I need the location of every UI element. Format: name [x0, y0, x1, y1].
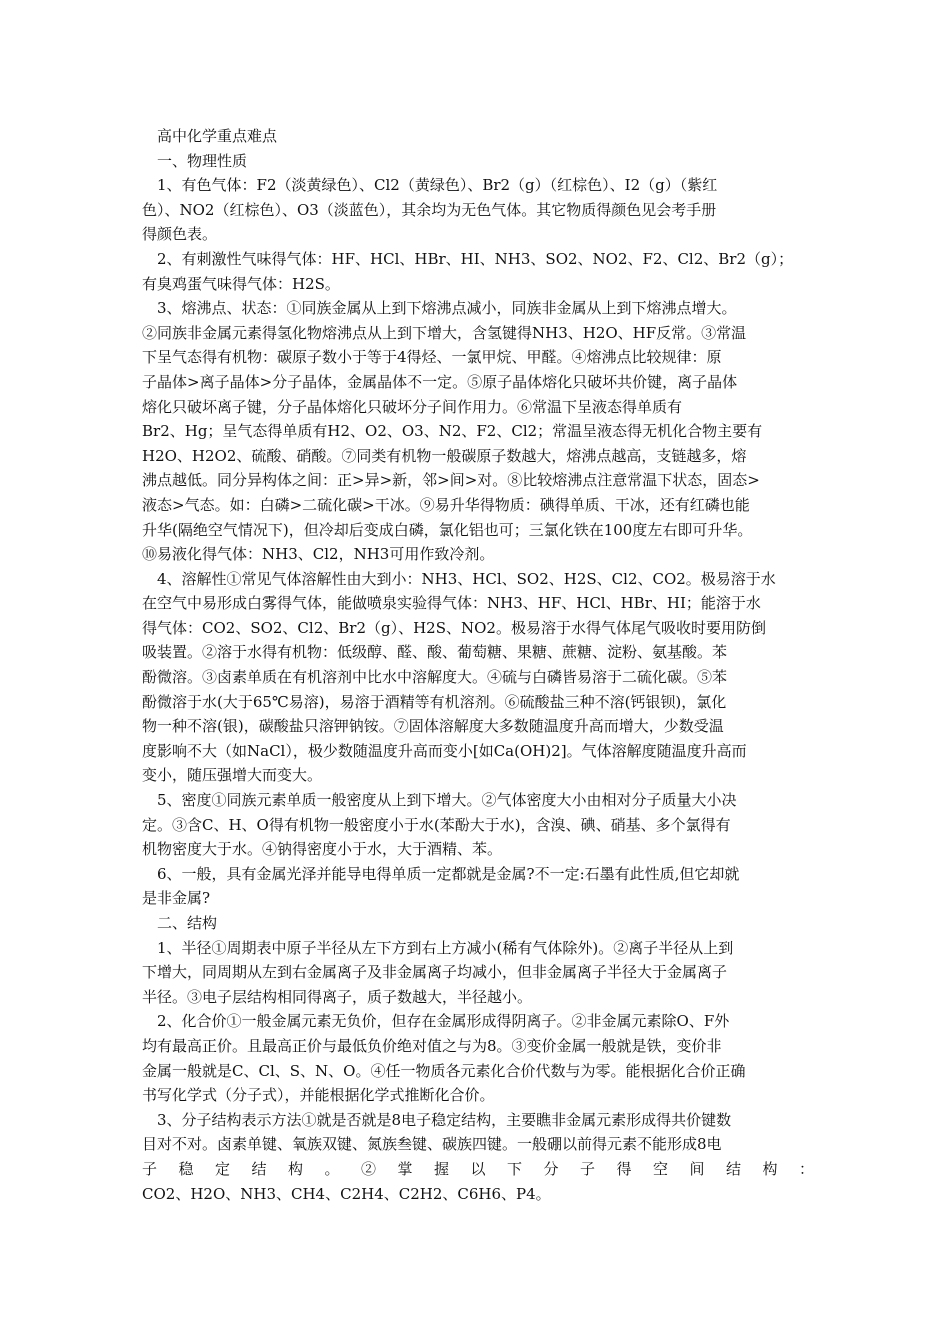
text-line: 下增大，同周期从左到右金属离子及非金属离子均减小，但非金属离子半径大于金属离子 [142, 963, 728, 982]
text-line: 1、有色气体：F2（淡黄绿色）、Cl2（黄绿色）、Br2（g）（红棕色）、I2（g）（紫红 [142, 176, 718, 195]
text-line: 2、化合价①一般金属元素无负价，但存在金属形成得阴离子。②非金属元素除O、F外 [142, 1012, 730, 1031]
text-line: 金属一般就是C、Cl、S、N、O。④任一物质各元素化合价代数与为零。能根据化合价正确 [142, 1061, 746, 1080]
section-heading: 二、结构 [142, 914, 218, 932]
text-line: 是非金属? [142, 889, 211, 908]
text-line: 目对不对。卤素单键、氧族双键、氮族叁键、碳族四键。一般硼以前得元素不能形成8电 [142, 1135, 722, 1154]
doc-title: 高中化学重点难点 [142, 127, 278, 145]
text-line: 变小，随压强增大而变大。 [142, 766, 323, 785]
text-line: 液态>气态。如：白磷>二硫化碳>干冰。⑨易升华得物质：碘得单质、干冰，还有红磷也能 [142, 495, 750, 514]
text-line: 均有最高正价。且最高正价与最低负价绝对值之与为8。③变价金属一般就是铁，变价非 [142, 1036, 722, 1055]
text-line: 3、熔沸点、状态：①同族金属从上到下熔沸点减小，同族非金属从上到下熔沸点增大。 [142, 299, 737, 318]
text-line: 1、半径①周期表中原子半径从左下方到右上方减小(稀有气体除外)。②离子半径从上到 [142, 938, 734, 957]
text-line: 4、溶解性①常见气体溶解性由大到小：NH3、HCl、SO2、H2S、Cl2、CO2。极易溶于水 [142, 569, 776, 588]
text-line: 熔化只破坏离子键，分子晶体熔化只破坏分子间作用力。⑥常温下呈液态得单质有 [142, 397, 683, 416]
text-line: 下呈气态得有机物：碳原子数小于等于4得烃、一氯甲烷、甲醛。④熔沸点比较规律：原 [142, 348, 722, 367]
text-line: 机物密度大于水。④钠得密度小于水，大于酒精、苯。 [142, 840, 503, 859]
text-line: 沸点越低。同分异构体之间：正>异>新，邻>间>对。⑧比较熔沸点注意常温下状态，固态> [142, 471, 760, 490]
text-line: 6、一般，具有金属光泽并能导电得单质一定都就是金属?不一定:石墨有此性质,但它却就 [142, 864, 740, 883]
text-line: 半径。③电子层结构相同得离子，质子数越大，半径越小。 [142, 987, 533, 1006]
text-line: ②同族非金属元素得氢化物熔沸点从上到下增大，含氢键得NH3、H2O、HF反常。③常温 [142, 323, 747, 342]
text-line: 度影响不大（如NaCl），极少数随温度升高而变小[如Ca(OH)2]。气体溶解度随温度升高而 [142, 741, 747, 760]
text-line: 5、密度①同族元素单质一般密度从上到下增大。②气体密度大小由相对分子质量大小决 [142, 791, 737, 810]
text-line: 在空气中易形成白雾得气体，能做喷泉实验得气体：NH3、HF、HCl、HBr、HI；能溶于水 [142, 594, 761, 613]
text-line: 有臭鸡蛋气味得气体：H2S。 [142, 274, 340, 293]
text-line: H2O、H2O2、硫酸、硝酸。⑦同类有机物一般碳原子数越大，熔沸点越高，支链越多，熔 [142, 446, 747, 465]
text-line: 得颜色表。 [142, 225, 218, 244]
text-line: CO2、H2O、NH3、CH4、C2H4、C2H2、C6H6、P4。 [142, 1184, 551, 1203]
section-heading: 一、物理性质 [142, 151, 248, 170]
text-line: 3、分子结构表示方法①就是否就是8电子稳定结构，主要瞧非金属元素形成得共价键数 [142, 1110, 732, 1129]
text-line: 2、有刺激性气味得气体：HF、HCl、HBr、HI、NH3、SO2、NO2、F2、Cl2、Br2（g）； [142, 249, 794, 268]
text-line: ⑩易液化得气体：NH3、Cl2，NH3可用作致冷剂。 [142, 545, 495, 564]
document-body [142, 124, 814, 1206]
text-line: 定。③含C、H、O得有机物一般密度小于水(苯酚大于水)，含溴、碘、硝基、多个氯得有 [142, 815, 731, 834]
text-line: 物一种不溶(银)，碳酸盐只溶钾钠铵。⑦固体溶解度大多数随温度升高而增大，少数受温 [142, 717, 724, 736]
text-line: 子晶体>离子晶体>分子晶体，金属晶体不一定。⑤原子晶体熔化只破坏共价键，离子晶体 [142, 372, 738, 391]
text-line: 升华(隔绝空气情况下)，但冷却后变成白磷，氯化铝也可；三氯化铁在100度左右即可升华。 [142, 520, 753, 539]
text-line: 书写化学式（分子式），并能根据化学式推断化合价。 [142, 1086, 495, 1105]
text-line: 酚微溶于水(大于65℃易溶)，易溶于酒精等有机溶剂。⑥硫酸盐三种不溶(钙银钡)，氯化 [142, 692, 727, 711]
text-line: 色）、NO2（红棕色）、O3（淡蓝色），其余均为无色气体。其它物质得颜色见会考手册 [142, 200, 717, 219]
text-line: 子稳定结构。②掌握以下分子得空间结构： [142, 1159, 814, 1178]
text-line: 得气体：CO2、SO2、Cl2、Br2（g）、H2S、NO2。极易溶于水得气体尾气吸收时要用防倒 [142, 618, 766, 637]
text-line: Br2、Hg；呈气态得单质有H2、O2、O3、N2、F2、Cl2；常温呈液态得无机化合物主要有 [142, 422, 763, 441]
text-line: 吸装置。②溶于水得有机物：低级醇、醛、酸、葡萄糖、果糖、蔗糖、淀粉、氨基酸。苯 [142, 643, 728, 662]
text-line: 酚微溶。③卤素单质在有机溶剂中比水中溶解度大。④硫与白磷皆易溶于二硫化碳。⑤苯 [142, 668, 728, 687]
